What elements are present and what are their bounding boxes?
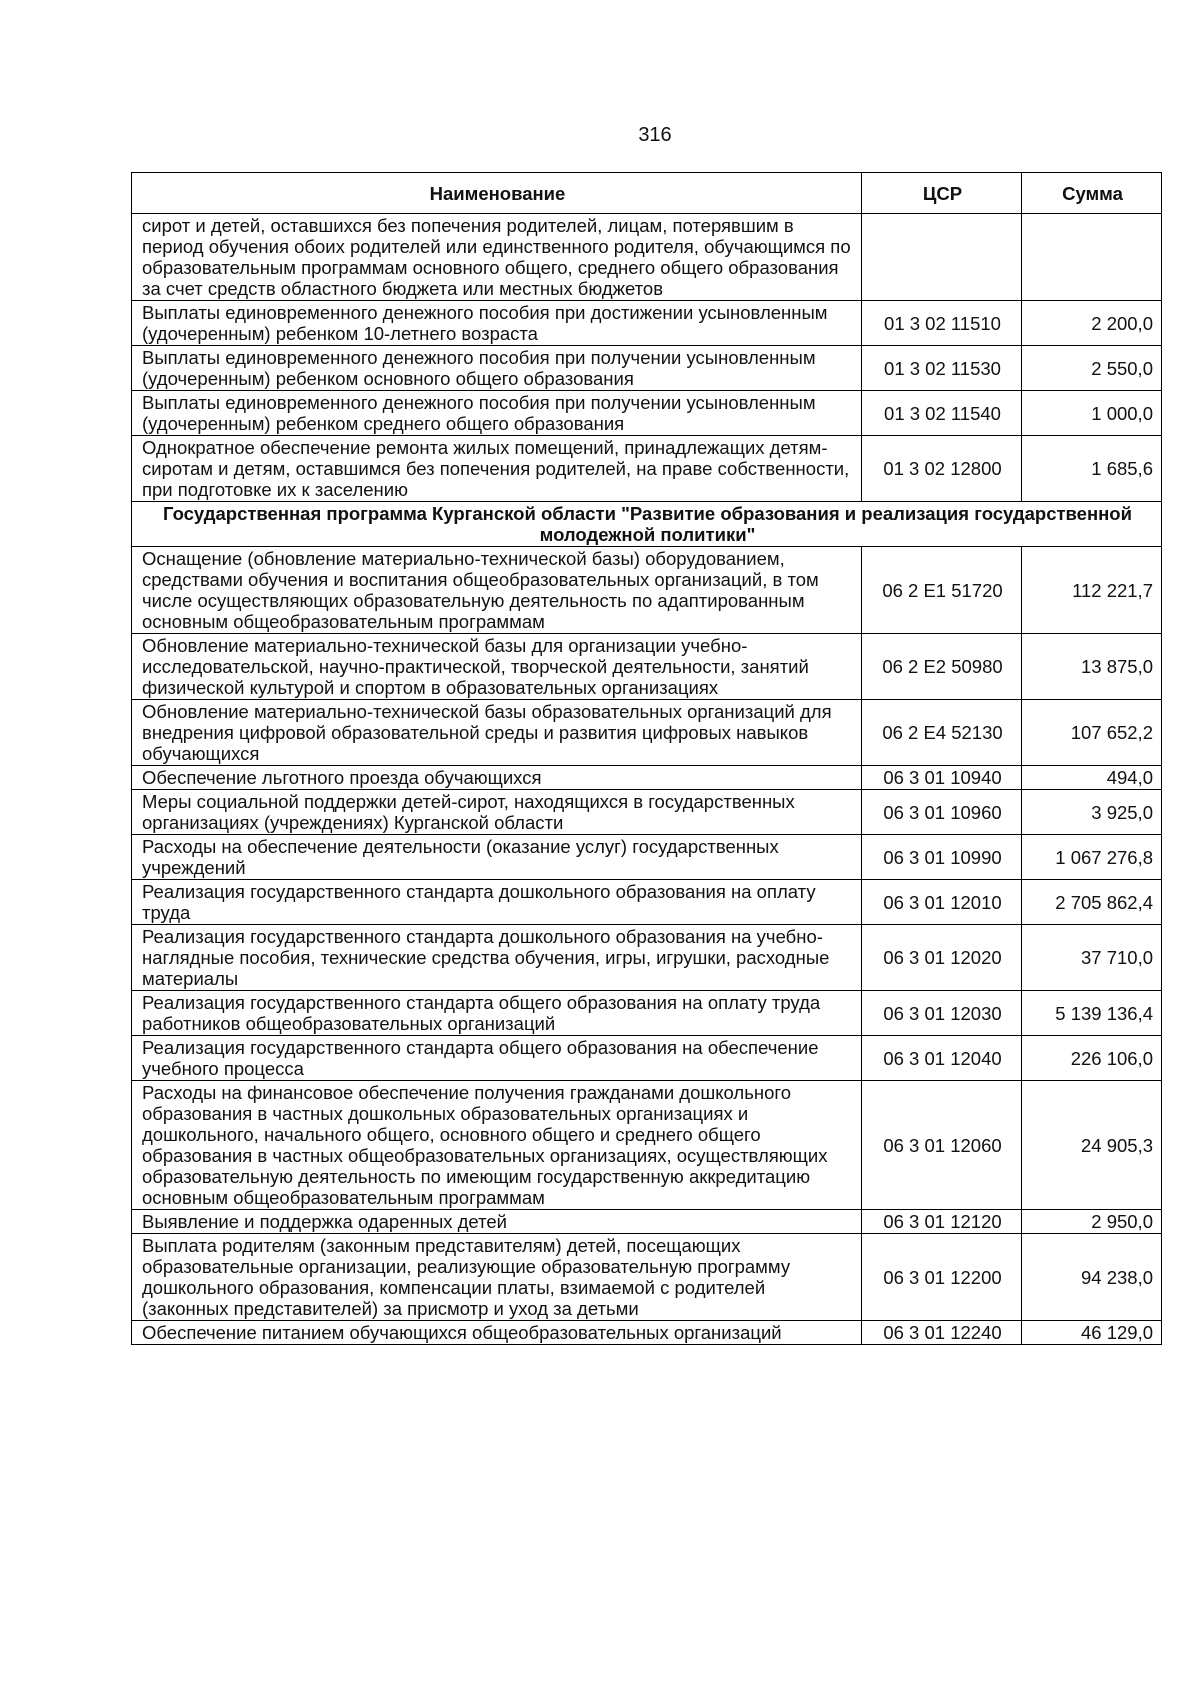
table-row xyxy=(132,1234,1162,1321)
row-sum: 37 710,0 xyxy=(1022,925,1162,991)
table-row xyxy=(132,1036,1162,1081)
row-name: Выявление и поддержка одаренных детей xyxy=(132,1210,862,1234)
table-row xyxy=(132,991,1162,1036)
row-name: Выплата родителям (законным представителям) детей, посещающих образовательные организации, реализующие образовательную программу дошкольного образования, компенсации платы, взимаемой с родителей (законных представителей) за присмотр и уход за детьми xyxy=(132,1234,862,1321)
table-row xyxy=(132,1081,1162,1210)
row-csr: 01 3 02 12800 xyxy=(862,436,1022,502)
program-title: Государственная программа Курганской области "Развитие образования и реализация государственной молодежной политики" xyxy=(132,502,1162,547)
row-csr: 06 3 01 12120 xyxy=(862,1210,1022,1234)
row-csr: 06 3 01 10940 xyxy=(862,766,1022,790)
row-csr: 01 3 02 11530 xyxy=(862,346,1022,391)
row-sum: 94 238,0 xyxy=(1022,1234,1162,1321)
row-csr: 06 3 01 12200 xyxy=(862,1234,1022,1321)
row-sum: 2 705 862,4 xyxy=(1022,880,1162,925)
row-name: Обеспечение льготного проезда обучающихся xyxy=(132,766,862,790)
row-name: Обновление материально-технической базы образовательных организаций для внедрения цифровой образовательной среды и развития цифровых навыков обучающихся xyxy=(132,700,862,766)
table-row xyxy=(132,214,1162,301)
row-sum: 2 950,0 xyxy=(1022,1210,1162,1234)
row-csr: 06 3 01 12060 xyxy=(862,1081,1022,1210)
row-csr: 06 2 Е2 50980 xyxy=(862,634,1022,700)
row-name: сирот и детей, оставшихся без попечения родителей, лицам, потерявшим в период обучения обоих родителей или единственного родителя, обучающимся по образовательным программам основного общего, среднего общего образования за счет средств областного бюджета или местных бюджетов xyxy=(132,214,862,301)
row-name: Оснащение (обновление материально-технической базы) оборудованием, средствами обучения и воспитания общеобразовательных организаций, в том числе осуществляющих образовательную деятельность по адаптированным основным общеобразовательным программам xyxy=(132,547,862,634)
budget-table xyxy=(131,172,1162,1345)
row-csr: 06 3 01 10990 xyxy=(862,835,1022,880)
table-row xyxy=(132,766,1162,790)
row-sum: 24 905,3 xyxy=(1022,1081,1162,1210)
table-row xyxy=(132,1321,1162,1345)
row-name: Расходы на финансовое обеспечение получения гражданами дошкольного образования в частных дошкольных образовательных организациях и дошкольного, начального общего, основного общего и среднего общего образования в частных общеобразовательных организациях, осуществляющих образовательную деятельность по имеющим государственную аккредитацию основным общеобразовательным программам xyxy=(132,1081,862,1210)
row-csr: 06 3 01 12030 xyxy=(862,991,1022,1036)
row-sum: 2 200,0 xyxy=(1022,301,1162,346)
row-name: Выплаты единовременного денежного пособия при получении усыновленным (удочеренным) ребенком среднего общего образования xyxy=(132,391,862,436)
row-name: Реализация государственного стандарта общего образования на обеспечение учебного процесса xyxy=(132,1036,862,1081)
row-name: Реализация государственного стандарта дошкольного образования на учебно-наглядные пособия, технические средства обучения, игры, игрушки, расходные материалы xyxy=(132,925,862,991)
row-name: Реализация государственного стандарта общего образования на оплату труда работников общеобразовательных организаций xyxy=(132,991,862,1036)
row-name: Однократное обеспечение ремонта жилых помещений, принадлежащих детям-сиротам и детям, оставшимся без попечения родителей, на праве собственности, при подготовке их к заселению xyxy=(132,436,862,502)
table-row xyxy=(132,835,1162,880)
row-csr: 01 3 02 11540 xyxy=(862,391,1022,436)
row-sum: 226 106,0 xyxy=(1022,1036,1162,1081)
row-sum: 13 875,0 xyxy=(1022,634,1162,700)
table-row xyxy=(132,925,1162,991)
row-csr: 06 2 Е4 52130 xyxy=(862,700,1022,766)
row-sum: 1 685,6 xyxy=(1022,436,1162,502)
row-name: Выплаты единовременного денежного пособия при получении усыновленным (удочеренным) ребенком основного общего образования xyxy=(132,346,862,391)
table-row xyxy=(132,346,1162,391)
table-row xyxy=(132,1210,1162,1234)
row-sum: 1 067 276,8 xyxy=(1022,835,1162,880)
table-row xyxy=(132,391,1162,436)
row-sum: 107 652,2 xyxy=(1022,700,1162,766)
row-csr: 06 3 01 12040 xyxy=(862,1036,1022,1081)
table-row xyxy=(132,634,1162,700)
header-csr: ЦСР xyxy=(862,173,1022,214)
table-row xyxy=(132,436,1162,502)
row-sum: 112 221,7 xyxy=(1022,547,1162,634)
row-sum: 2 550,0 xyxy=(1022,346,1162,391)
row-csr: 06 3 01 12010 xyxy=(862,880,1022,925)
row-csr xyxy=(862,214,1022,301)
row-name: Реализация государственного стандарта дошкольного образования на оплату труда xyxy=(132,880,862,925)
row-sum: 1 000,0 xyxy=(1022,391,1162,436)
row-sum: 494,0 xyxy=(1022,766,1162,790)
table-row xyxy=(132,301,1162,346)
program-heading-row xyxy=(132,502,1162,547)
row-csr: 06 2 Е1 51720 xyxy=(862,547,1022,634)
row-name: Меры социальной поддержки детей-сирот, находящихся в государственных организациях (учреждениях) Курганской области xyxy=(132,790,862,835)
row-sum: 46 129,0 xyxy=(1022,1321,1162,1345)
row-sum: 5 139 136,4 xyxy=(1022,991,1162,1036)
table-row xyxy=(132,880,1162,925)
row-sum xyxy=(1022,214,1162,301)
row-csr: 01 3 02 11510 xyxy=(862,301,1022,346)
header-sum: Сумма xyxy=(1022,173,1162,214)
table-row xyxy=(132,547,1162,634)
row-csr: 06 3 01 12240 xyxy=(862,1321,1022,1345)
row-name: Обеспечение питанием обучающихся общеобразовательных организаций xyxy=(132,1321,862,1345)
table-row xyxy=(132,790,1162,835)
header-name: Наименование xyxy=(132,173,862,214)
table-row xyxy=(132,700,1162,766)
table-header-row xyxy=(132,173,1162,214)
row-sum: 3 925,0 xyxy=(1022,790,1162,835)
row-name: Выплаты единовременного денежного пособия при достижении усыновленным (удочеренным) ребенком 10-летнего возраста xyxy=(132,301,862,346)
row-csr: 06 3 01 10960 xyxy=(862,790,1022,835)
row-name: Расходы на обеспечение деятельности (оказание услуг) государственных учреждений xyxy=(132,835,862,880)
row-csr: 06 3 01 12020 xyxy=(862,925,1022,991)
page-number: 316 xyxy=(638,124,672,146)
row-name: Обновление материально-технической базы для организации учебно-исследовательской, научно-практической, творческой деятельности, занятий физической культурой и спортом в образовательных организациях xyxy=(132,634,862,700)
